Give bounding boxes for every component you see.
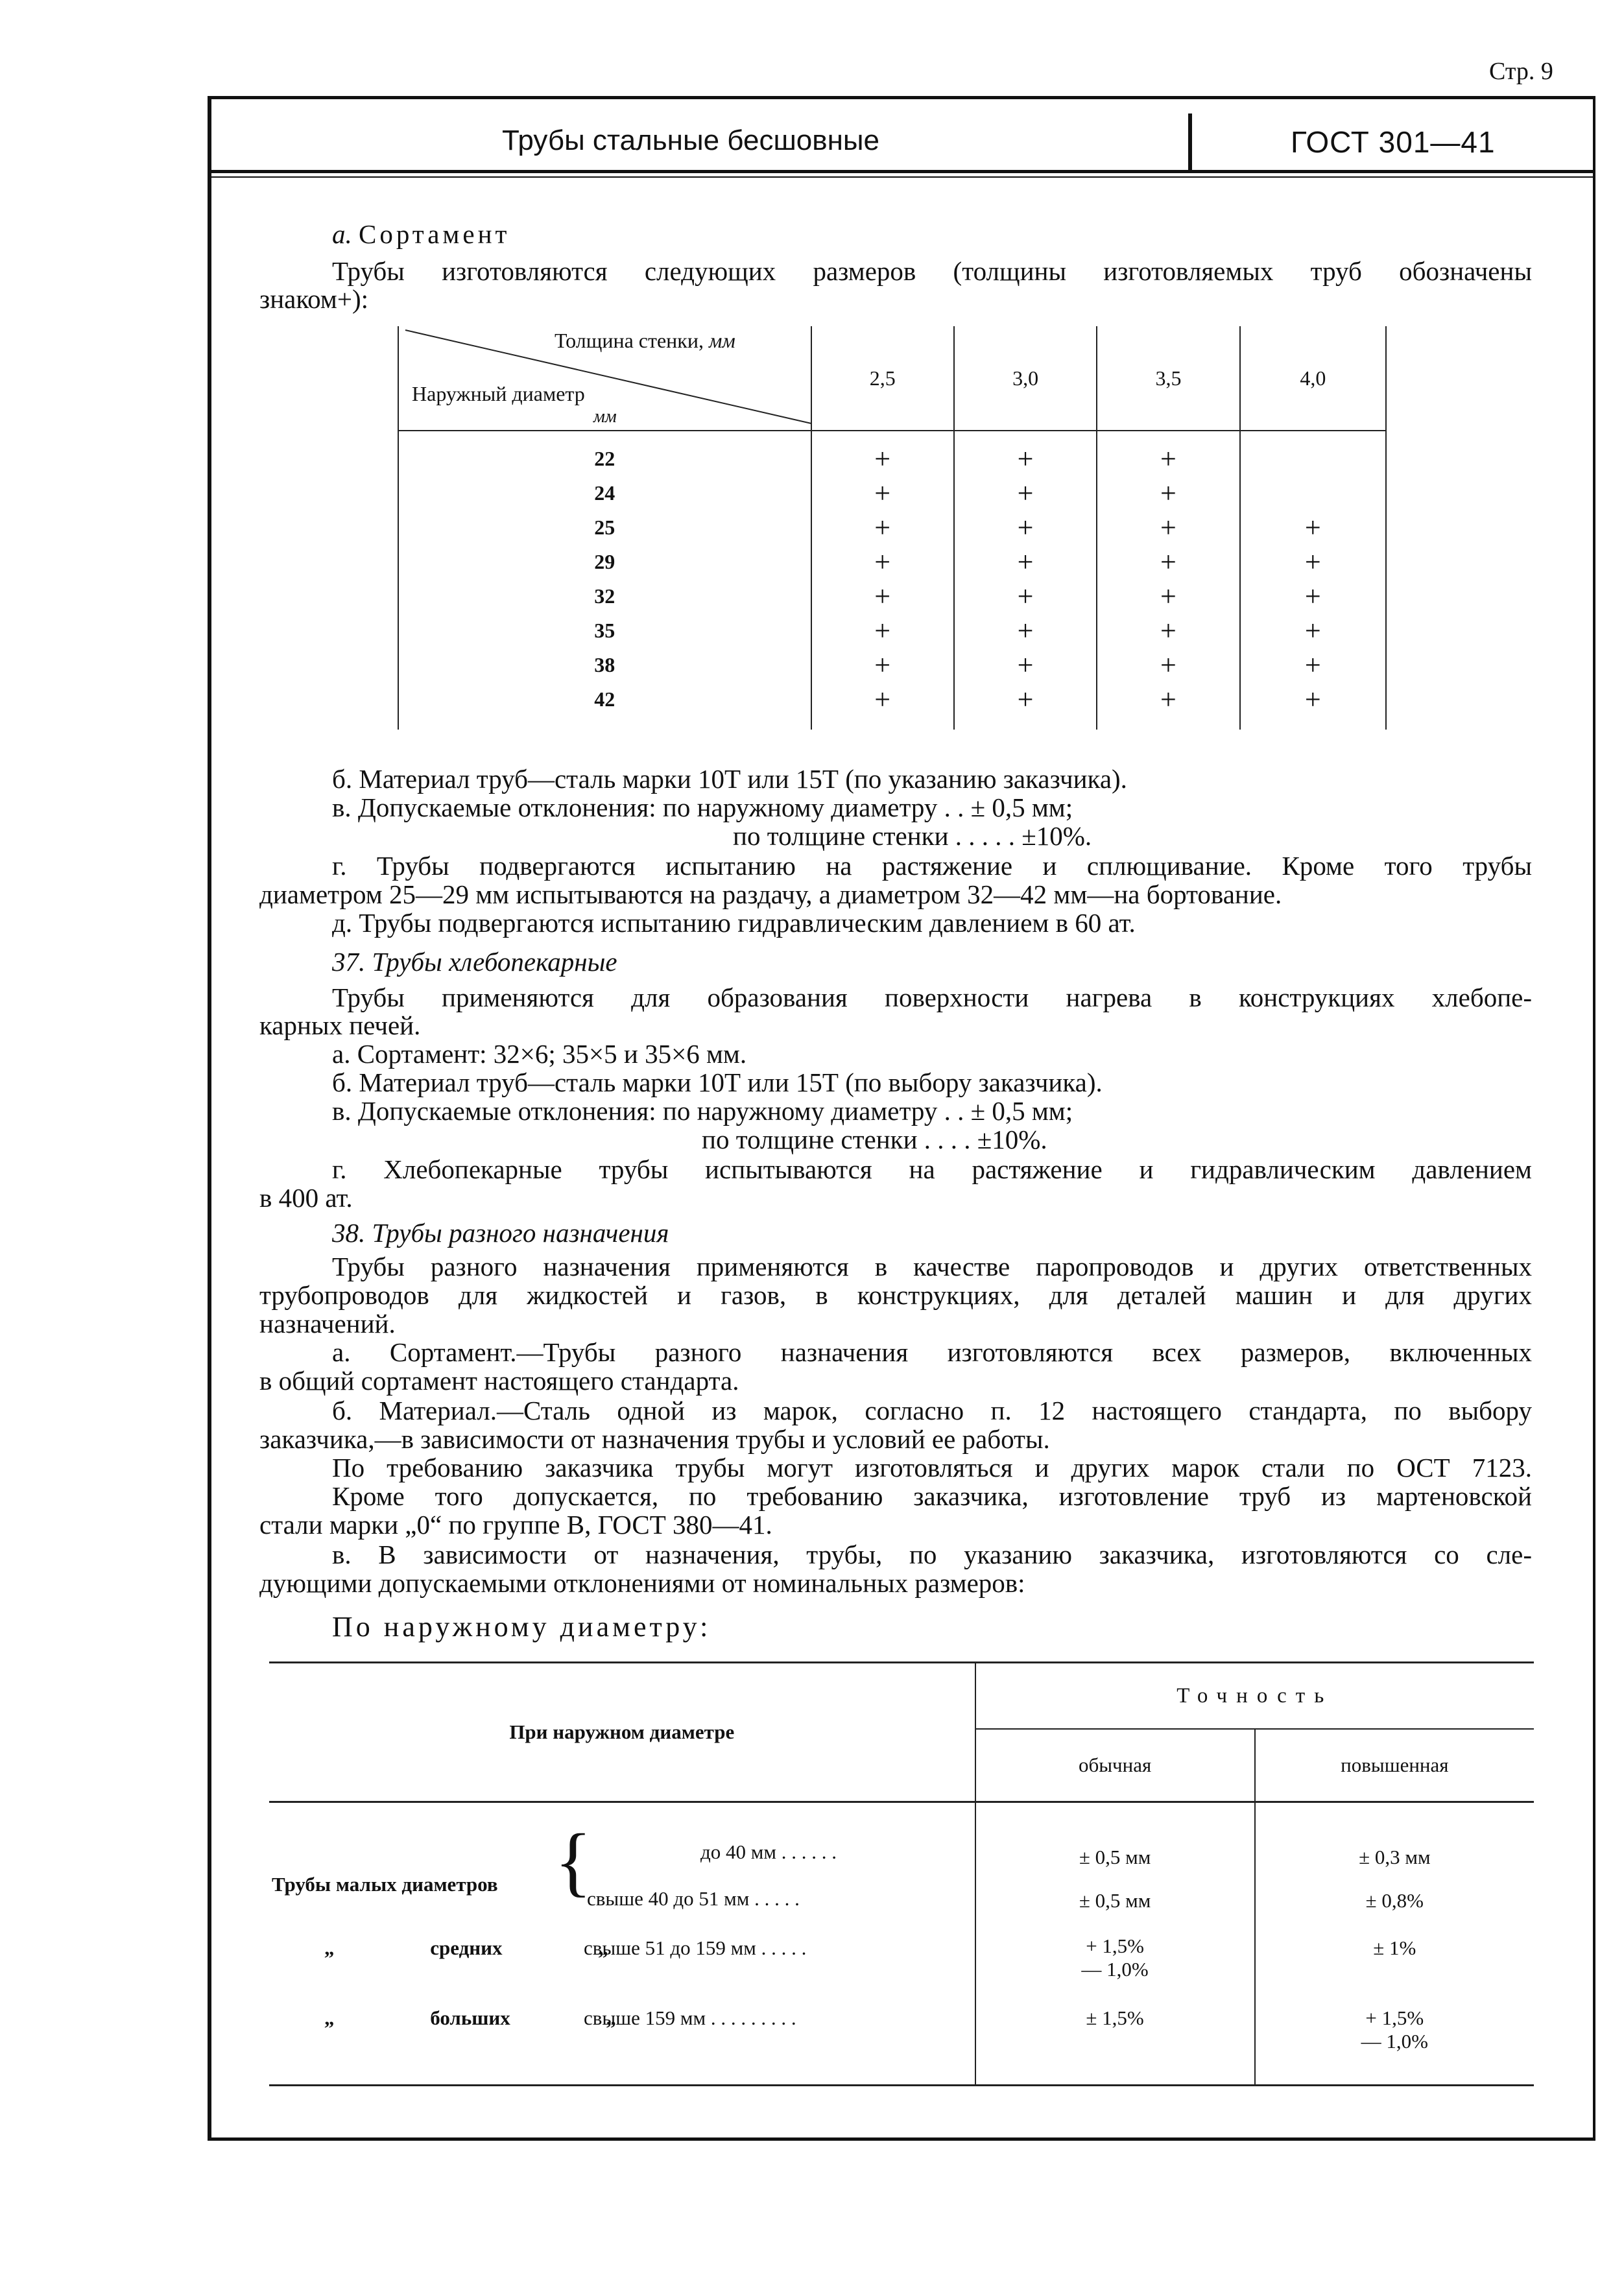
s38-item-v-line2: дующими допускаемыми отклонениями от номинальных размеров: [259, 1568, 1025, 1598]
high-cell: ± 0,8% [1365, 1889, 1424, 1912]
table-row [269, 1879, 1534, 1922]
mark-cell: + [811, 476, 954, 510]
mark-cell: + [1240, 648, 1386, 682]
diameter-cell: 42 [398, 682, 811, 730]
diameter-cell: 29 [398, 545, 811, 579]
diameter-cell: 24 [398, 476, 811, 510]
mark-cell: + [811, 545, 954, 579]
section-a-heading [332, 219, 510, 249]
diameter-cell: 32 [398, 579, 811, 613]
range-cell: свыше 159 мм . . . . . . . . . [584, 2006, 796, 2029]
assortment-table [398, 326, 1387, 730]
high-minus: — 1,0% [1361, 2030, 1428, 2053]
mark-cell: + [954, 682, 1097, 730]
diameter-heading: По наружному диаметру: [332, 1611, 711, 1643]
s37-item-b: б. Материал труб—сталь марки 10Т или 15Т (по выбору заказчика). [332, 1067, 1103, 1097]
mark-cell: + [811, 431, 954, 476]
section-a-title: Сортамент [359, 219, 510, 249]
col-high-header: повышенная [1255, 1729, 1534, 1802]
high-cell: ± 0,3 мм [1359, 1846, 1431, 1868]
section-a-letter: а. [332, 219, 352, 249]
s38-note-line2: Кроме того допускается, по требованию заказчика, изготовление труб из мартеновской [332, 1481, 1532, 1511]
s37-para-line2: карных печей. [259, 1010, 421, 1040]
corner-thickness-unit: мм [708, 329, 735, 352]
table-row [269, 1802, 1534, 1880]
corner-thickness-label [555, 329, 735, 353]
row-small-40-51 [269, 1879, 975, 1922]
mark-cell: + [811, 510, 954, 545]
diameter-cell: 35 [398, 613, 811, 648]
s38-para-line2: трубопроводов для жидкостей и газов, в конструкциях, для деталей машин и для других [259, 1280, 1532, 1310]
col-diameter-header: При наружном диаметре [269, 1663, 975, 1802]
table-row [398, 476, 1386, 510]
mark-cell: + [1097, 613, 1239, 648]
s36-item-d: д. Трубы подвергаются испытанию гидравлическим давлением в 60 ат. [332, 908, 1136, 938]
group-medium-label: „ средних „ [324, 1936, 608, 1959]
range-cell: свыше 40 до 51 мм . . . . . [587, 1887, 800, 1910]
thickness-header: 3,0 [954, 326, 1097, 431]
table-row [398, 510, 1386, 545]
s38-item-b-line1: б. Материал.—Сталь одной из марок, согласно п. 12 настоящего стандарта, по выбору [332, 1396, 1532, 1425]
s38-note-line1: По требованию заказчика трубы могут изготовляться и других марок стали по ОСТ 7123. [332, 1453, 1532, 1482]
s38-item-v-line1: в. В зависимости от назначения, трубы, по указанию заказчика, изготовляются со сле- [332, 1540, 1532, 1569]
mark-cell: + [954, 431, 1097, 476]
mark-cell: + [954, 648, 1097, 682]
s38-para-line1: Трубы разного назначения применяются в качестве паропроводов и других ответственных [332, 1252, 1532, 1281]
s38-para-line3: назначений. [259, 1309, 396, 1339]
table-corner-cell [398, 326, 811, 431]
table-row [398, 648, 1386, 682]
frame-bottom-rule [208, 2137, 1595, 2141]
normal-cell: ± 0,5 мм [975, 1879, 1255, 1922]
s37-item-g-line1: г. Хлебопекарные трубы испытываются на растяжение и гидравлическим давлением [332, 1154, 1532, 1184]
mark-cell: + [811, 648, 954, 682]
range-cell: до 40 мм . . . . . . [700, 1840, 837, 1863]
thickness-header: 2,5 [811, 326, 954, 431]
mark-cell [1240, 431, 1386, 476]
group-small-label: Трубы малых диаметров [272, 1873, 498, 1896]
normal-plus: + 1,5% [1086, 1935, 1144, 1957]
mark-cell: + [954, 510, 1097, 545]
mark-cell: + [954, 545, 1097, 579]
s38-item-a-line2: в общий сортамент настоящего стандарта. [259, 1366, 739, 1396]
mark-cell: + [954, 579, 1097, 613]
table-row [398, 579, 1386, 613]
table-row [398, 545, 1386, 579]
normal-cell: ± 0,5 мм [975, 1802, 1255, 1880]
s38-item-b-line2: заказчика,—в зависимости от назначения трубы и условий ее работы. [259, 1424, 1050, 1454]
diameter-cell: 22 [398, 431, 811, 476]
header-divider [1188, 113, 1192, 173]
s36-item-v-line1: в. Допускаемые отклонения: по наружному диаметру . . ± 0,5 мм; [332, 792, 1073, 822]
col-accuracy-header: Точность [975, 1663, 1534, 1730]
mark-cell: + [811, 579, 954, 613]
frame-right-rule [1593, 97, 1595, 2140]
table-row [398, 431, 1386, 476]
s38-note-line3: стали марки „0“ по группе В, ГОСТ 380—41. [259, 1510, 772, 1540]
s37-item-v-line1: в. Допускаемые отклонения: по наружному диаметру . . ± 0,5 мм; [332, 1096, 1073, 1126]
frame-left-rule [208, 97, 211, 2140]
row-large [269, 1994, 975, 2086]
s36-item-g-line1: г. Трубы подвергаются испытанию на растяжение и сплющивание. Кроме того трубы [332, 851, 1532, 881]
header-title: Трубы стальные бесшовные [502, 125, 879, 156]
corner-thickness-text: Толщина стенки, [555, 329, 704, 352]
s36-item-g-line2: диаметром 25—29 мм испытываются на раздачу, а диаметром 32—42 мм—на бортование. [259, 879, 1282, 909]
thickness-header: 4,0 [1240, 326, 1386, 431]
mark-cell: + [1240, 579, 1386, 613]
row-medium [269, 1922, 975, 1994]
tolerance-header-row [269, 1663, 1534, 1730]
corner-diameter-unit: мм [593, 407, 617, 427]
section-a-intro-line1: Трубы изготовляются следующих размеров (толщины изготовляемых труб обозначены [332, 256, 1532, 286]
frame-top-rule [208, 96, 1595, 99]
mark-cell: + [811, 613, 954, 648]
normal-cell: ± 1,5% [975, 1994, 1255, 2086]
s37-title: 37. Трубы хлебопекарные [332, 947, 617, 977]
s38-item-a-line1: а. Сортамент.—Трубы разного назначения изготовляются всех размеров, включенных [332, 1337, 1532, 1367]
s37-item-g-line2: в 400 ат. [259, 1183, 353, 1213]
page-number: Стр. 9 [1489, 58, 1553, 85]
table-row [269, 1994, 1534, 2086]
diameter-cell: 38 [398, 648, 811, 682]
section-a-intro-line2: знаком+): [259, 284, 369, 314]
tolerance-table [269, 1661, 1534, 2086]
table-row [398, 682, 1386, 730]
s37-para-line1: Трубы применяются для образования поверхности нагрева в конструкциях хлебопе- [332, 982, 1532, 1012]
s37-item-v-line2: по толщине стенки . . . . ±10%. [702, 1125, 1047, 1154]
mark-cell: + [954, 613, 1097, 648]
col-normal-header: обычная [975, 1729, 1255, 1802]
group-large-label: „ больших „ [324, 2006, 617, 2029]
mark-cell: + [1240, 682, 1386, 730]
s37-item-a: а. Сортамент: 32×6; 35×5 и 35×6 мм. [332, 1039, 747, 1069]
table-row [398, 613, 1386, 648]
mark-cell [1240, 476, 1386, 510]
range-cell: свыше 51 до 159 мм . . . . . [584, 1936, 807, 1959]
diameter-cell: 25 [398, 510, 811, 545]
normal-cell [975, 1922, 1255, 1994]
mark-cell: + [1097, 545, 1239, 579]
table-row [269, 1922, 1534, 1994]
mark-cell: + [1240, 613, 1386, 648]
corner-diameter-label: Наружный диаметр [412, 382, 585, 405]
mark-cell: + [1240, 510, 1386, 545]
header-bottom-rule-thin [208, 176, 1595, 178]
mark-cell: + [1097, 579, 1239, 613]
mark-cell: + [1240, 545, 1386, 579]
s38-title: 38. Трубы разного назначения [332, 1218, 669, 1248]
s36-item-v-line2: по толщине стенки . . . . . ±10%. [733, 821, 1092, 851]
mark-cell: + [1097, 476, 1239, 510]
mark-cell: + [1097, 510, 1239, 545]
high-cell [1255, 1994, 1534, 2086]
mark-cell: + [954, 476, 1097, 510]
assortment-table-header [398, 326, 1386, 431]
s36-item-b: б. Материал труб—сталь марки 10Т или 15Т (по указанию заказчика). [332, 764, 1127, 794]
mark-cell: + [1097, 682, 1239, 730]
brace-glyph: { [555, 1818, 592, 1904]
mark-cell: + [1097, 648, 1239, 682]
standard-code: ГОСТ 301—41 [1291, 125, 1496, 159]
high-plus: + 1,5% [1365, 2006, 1424, 2029]
normal-minus: — 1,0% [1081, 1958, 1149, 1981]
mark-cell: + [811, 682, 954, 730]
high-cell: ± 1% [1373, 1936, 1416, 1959]
mark-cell: + [1097, 431, 1239, 476]
thickness-header: 3,5 [1097, 326, 1239, 431]
header-bottom-rule [208, 170, 1595, 173]
